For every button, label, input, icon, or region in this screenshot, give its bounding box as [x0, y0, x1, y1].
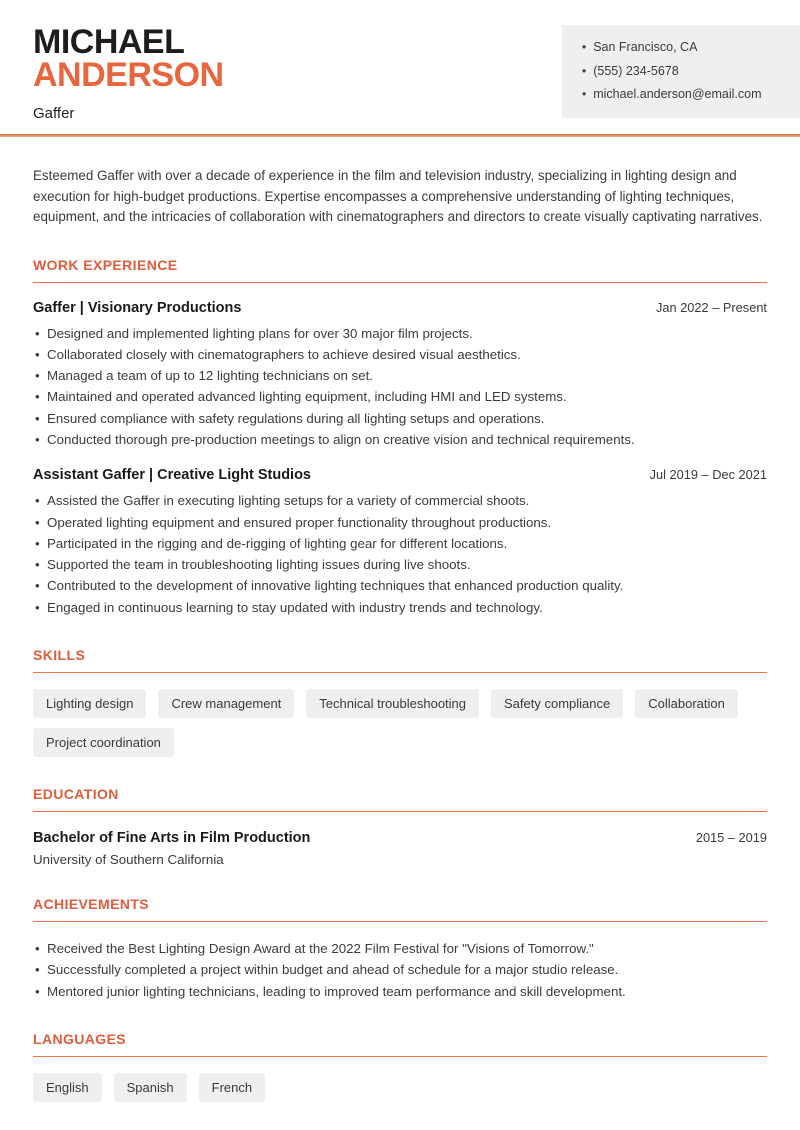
degree-name: Bachelor of Fine Arts in Film Production	[33, 830, 311, 847]
education-heading: EDUCATION	[33, 786, 767, 812]
section-education	[33, 786, 767, 867]
job-bullet: • Assisted the Gaffer in executing lighting setups for a variety of commercial shoots.	[33, 490, 767, 511]
job-bullet: • Managed a team of up to 12 lighting technicians on set.	[33, 365, 767, 386]
job-title: Gaffer | Visionary Productions	[33, 299, 242, 316]
job-title: Assistant Gaffer | Creative Light Studios	[33, 467, 311, 484]
first-name: MICHAEL	[33, 23, 185, 61]
job-entry	[33, 467, 767, 618]
section-skills	[33, 647, 767, 757]
skills-chip-list	[33, 689, 767, 757]
job-bullet: • Collaborated closely with cinematographers to achieve desired visual aesthetics.	[33, 344, 767, 365]
person-job-title: Gaffer	[33, 105, 75, 122]
achievement-bullet: • Received the Best Lighting Design Award at the 2022 Film Festival for "Visions of Tomorrow."	[33, 938, 767, 959]
skill-tag: Project coordination	[33, 728, 174, 757]
work-experience-heading: WORK EXPERIENCE	[33, 257, 767, 283]
section-languages	[33, 1031, 767, 1102]
language-tag: English	[33, 1073, 102, 1102]
bullet-icon: •	[582, 63, 587, 78]
job-bullet: • Operated lighting equipment and ensured proper functionality throughout productions.	[33, 512, 767, 533]
job-bullet: • Supported the team in troubleshooting lighting issues during live shoots.	[33, 554, 767, 575]
job-bullet: • Conducted thorough pre-production meetings to align on creative vision and technical requirements.	[33, 429, 767, 450]
contact-item: • michael.anderson@email.com	[582, 87, 762, 101]
achievement-bullet: • Mentored junior lighting technicians, leading to improved team performance and skill development.	[33, 981, 767, 1002]
resume-header	[0, 0, 800, 134]
job-bullet: • Maintained and operated advanced lighting equipment, including HMI and LED systems.	[33, 386, 767, 407]
job-entry	[33, 300, 767, 451]
header-divider	[0, 134, 800, 137]
languages-heading: LANGUAGES	[33, 1031, 767, 1057]
job-bullet: • Contributed to the development of innovative lighting techniques that enhanced production quality.	[33, 575, 767, 596]
job-bullet: • Participated in the rigging and de-rigging of lighting gear for different locations.	[33, 533, 767, 554]
achievement-bullet-list	[33, 938, 767, 1002]
achievement-bullet: • Successfully completed a project within budget and ahead of schedule for a major studio release.	[33, 959, 767, 980]
summary-paragraph: Esteemed Gaffer with over a decade of experience in the film and television industry, specializing in lighting design and execution for high-budget productions. Expertise encompasses a comprehensive understanding of lighting techniques, equipment, and the intricacies of collaboration with cinematographers and directors to create visually captivating narratives.	[33, 168, 763, 224]
job-bullet: • Engaged in continuous learning to stay updated with industry trends and technology.	[33, 597, 767, 618]
job-bullet-list	[33, 323, 767, 451]
skill-tag: Lighting design	[33, 689, 146, 718]
job-dates: Jan 2022 – Present	[656, 299, 767, 315]
skill-tag: Collaboration	[635, 689, 738, 718]
contact-item: • San Francisco, CA	[582, 40, 698, 54]
languages-chip-list	[33, 1073, 767, 1102]
section-work-experience	[33, 257, 767, 619]
bullet-icon: •	[582, 40, 587, 54]
language-tag: Spanish	[114, 1073, 187, 1102]
resume-body	[0, 166, 800, 1102]
education-dates: 2015 – 2019	[695, 830, 767, 846]
job-bullet-list	[33, 490, 767, 618]
job-bullet: • Ensured compliance with safety regulations during all lighting setups and operations.	[33, 408, 767, 429]
section-achievements	[33, 896, 767, 1002]
last-name: ANDERSON	[33, 56, 224, 94]
skill-tag: Crew management	[158, 689, 294, 718]
job-bullet: • Designed and implemented lighting plans for over 30 major film projects.	[33, 323, 767, 344]
skill-tag: Technical troubleshooting	[306, 689, 479, 718]
contact-card	[562, 25, 800, 118]
skill-tag: Safety compliance	[491, 689, 623, 718]
language-tag: French	[199, 1073, 265, 1102]
achievements-heading: ACHIEVEMENTS	[33, 896, 767, 922]
school-name: University of Southern California	[33, 852, 224, 868]
contact-item: • (555) 234-5678	[582, 63, 679, 78]
skills-heading: SKILLS	[33, 647, 767, 673]
bullet-icon: •	[582, 87, 587, 101]
job-dates: Jul 2019 – Dec 2021	[649, 467, 767, 483]
